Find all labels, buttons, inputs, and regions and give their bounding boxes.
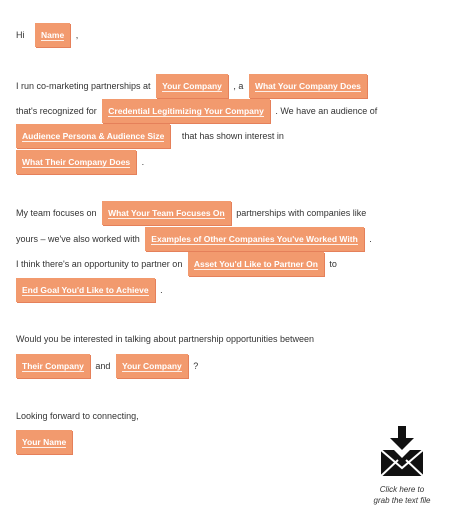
download-text-file-link[interactable] [366,426,438,506]
para3-qmark: ? [193,361,199,371]
placeholder-asset: Asset You'd Like to Partner On [188,252,324,276]
placeholder-examples: Examples of Other Companies You've Worked With [145,227,363,251]
para1-interest: that has shown interest in [181,131,284,141]
para2-opportunity: I think there's an opportunity to partner on [16,259,183,269]
placeholder-your-company-2: Your Company [116,354,188,378]
download-caption[interactable] [366,484,438,506]
download-envelope-icon [379,426,425,478]
para2-partnerships: partnerships with companies like [236,208,367,218]
para3-question: Would you be interested in talking about partnership opportunities between [16,333,315,344]
placeholder-credential: Credential Legitimizing Your Company [102,99,270,123]
para3-and: and [95,361,111,371]
para2-comma: . [369,234,372,244]
placeholder-what-your-company-does: What Your Company Does [249,74,367,98]
placeholder-what-their-company-does: What Their Company Does [16,150,136,174]
para1-line4 [16,150,144,174]
para1-audience-intro: . We have an audience of [275,106,378,116]
para2-to: to [329,259,337,269]
greeting-line [16,23,78,47]
placeholder-your-name: Your Name [16,430,72,454]
placeholder-team-focus: What Your Team Focuses On [102,201,231,225]
para2-period: . [160,285,163,295]
placeholder-their-company: Their Company [16,354,90,378]
placeholder-end-goal: End Goal You'd Like to Achieve [16,278,155,302]
para1-line3 [16,124,284,148]
closing-line [16,406,139,425]
para1-line2 [16,99,377,123]
placeholder-name: Name [35,23,70,47]
greeting-text: Hi [16,30,25,40]
para3-line1 [16,329,314,348]
para1-intro: I run co-marketing partnerships at [16,81,151,91]
download-caption-line2[interactable]: grab the text file [373,496,431,505]
placeholder-audience-persona: Audience Persona & Audience Size [16,124,170,148]
closing-text: Looking forward to connecting, [16,410,139,421]
download-caption-line1[interactable]: Click here to [379,485,425,494]
para2-line1 [16,201,366,225]
para2-line2 [16,227,372,251]
para2-line3 [16,252,337,276]
placeholder-your-company: Your Company [156,74,228,98]
para1-comma-a: , a [233,81,244,91]
para1-recognized: that's recognized for [16,106,97,116]
para1-line1 [16,74,370,98]
para1-period: . [141,157,145,167]
signature-line [16,430,75,454]
para2-team-focuses: My team focuses on [16,208,97,218]
para2-yours-worked: yours – we've also worked with [16,234,140,244]
para2-line4 [16,278,163,302]
para3-line2 [16,354,198,378]
greeting-comma: , [75,30,79,40]
